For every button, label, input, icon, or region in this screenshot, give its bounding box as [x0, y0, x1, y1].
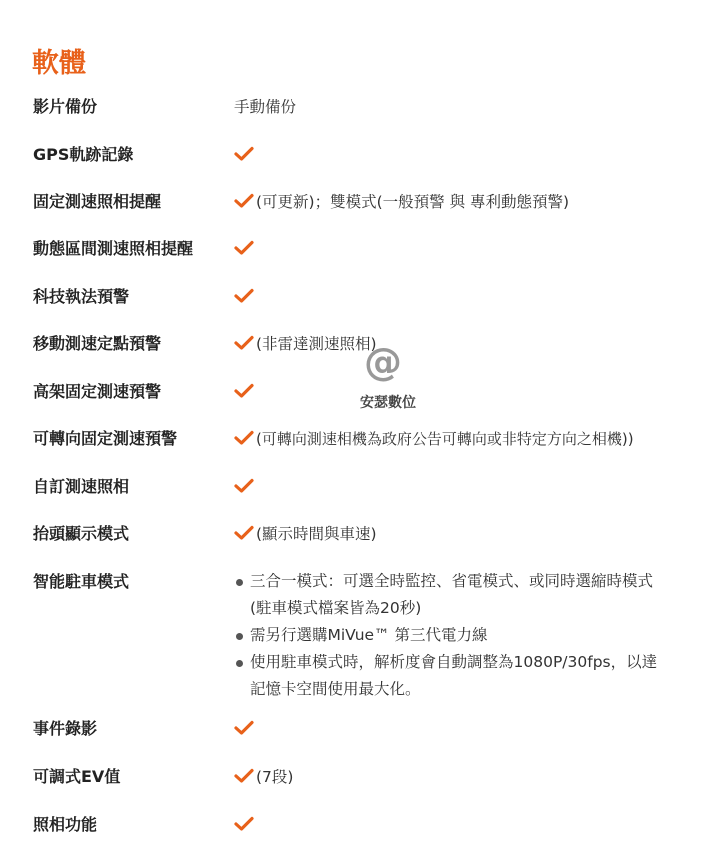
spec-value [234, 237, 704, 261]
bullet-line: 三合一模式：可選全時監控、省電模式、或同時選縮時模式 [250, 572, 654, 590]
spec-label: GPS軌跡記錄 [33, 145, 134, 164]
spec-value [234, 427, 704, 451]
spec-value [234, 285, 704, 309]
spec-label: 事件錄影 [33, 719, 98, 738]
spec-value [234, 190, 704, 214]
checkmark-icon [234, 288, 254, 304]
spec-value [234, 475, 704, 499]
checkmark-icon [234, 383, 254, 399]
checkmark-icon [234, 816, 254, 832]
bullet-line: 記憶卡空間使用最大化。 [250, 680, 421, 698]
spec-value-text: (非雷達測速照相) [256, 335, 377, 353]
list-item [234, 649, 704, 703]
watermark-at-symbol: @ [364, 340, 402, 384]
checkmark-icon [234, 525, 254, 541]
spec-value [234, 813, 704, 837]
watermark-text: 安瑟數位 [360, 395, 416, 411]
spec-label: 照相功能 [33, 815, 98, 834]
spec-value-text: (可更新)；雙模式(一般預警 與 專利動態預警) [256, 193, 570, 211]
spec-label: 影片備份 [33, 97, 98, 116]
checkmark-icon [234, 478, 254, 494]
checkmark-icon [234, 146, 254, 162]
checkmark-icon [234, 240, 254, 256]
spec-value-text: (可轉向測速相機為政府公告可轉向或非特定方向之相機)) [256, 430, 634, 448]
spec-value [234, 568, 704, 703]
bullet-line: (駐車模式檔案皆為20秒) [250, 599, 422, 617]
bullet-line: 需另行選購MiVue™ 第三代電力線 [250, 626, 488, 644]
checkmark-icon [234, 768, 254, 784]
list-item [234, 568, 704, 622]
checkmark-icon [234, 193, 254, 209]
spec-label: 抬頭顯示模式 [33, 524, 130, 543]
spec-label: 可調式EV值 [33, 767, 121, 786]
checkmark-icon [234, 335, 254, 351]
parking-bullet-list [234, 568, 704, 703]
spec-value-text: (顯示時間與車速) [256, 525, 377, 543]
bullet-line: 使用駐車模式時，解析度會自動調整為1080P/30fps，以達 [250, 653, 658, 671]
spec-value [234, 717, 704, 741]
checkmark-icon [234, 720, 254, 736]
spec-label: 可轉向固定測速預警 [33, 429, 178, 448]
spec-value-text: (7段) [256, 768, 294, 786]
list-item [234, 622, 704, 649]
spec-value [234, 143, 704, 167]
spec-value [234, 380, 704, 404]
checkmark-icon [234, 430, 254, 446]
spec-label: 高架固定測速預警 [33, 382, 162, 401]
spec-label: 智能駐車模式 [33, 572, 130, 591]
spec-value [234, 332, 704, 356]
spec-label: 自訂測速照相 [33, 477, 130, 496]
spec-value [234, 522, 704, 546]
spec-label: 科技執法預警 [33, 287, 130, 306]
spec-label: 移動測速定點預警 [33, 334, 162, 353]
spec-value [234, 765, 704, 789]
section-title: 軟體 [32, 48, 86, 79]
spec-label: 固定測速照相提醒 [33, 192, 162, 211]
spec-value: 手動備份 [234, 98, 297, 116]
spec-label: 動態區間測速照相提醒 [33, 239, 194, 258]
